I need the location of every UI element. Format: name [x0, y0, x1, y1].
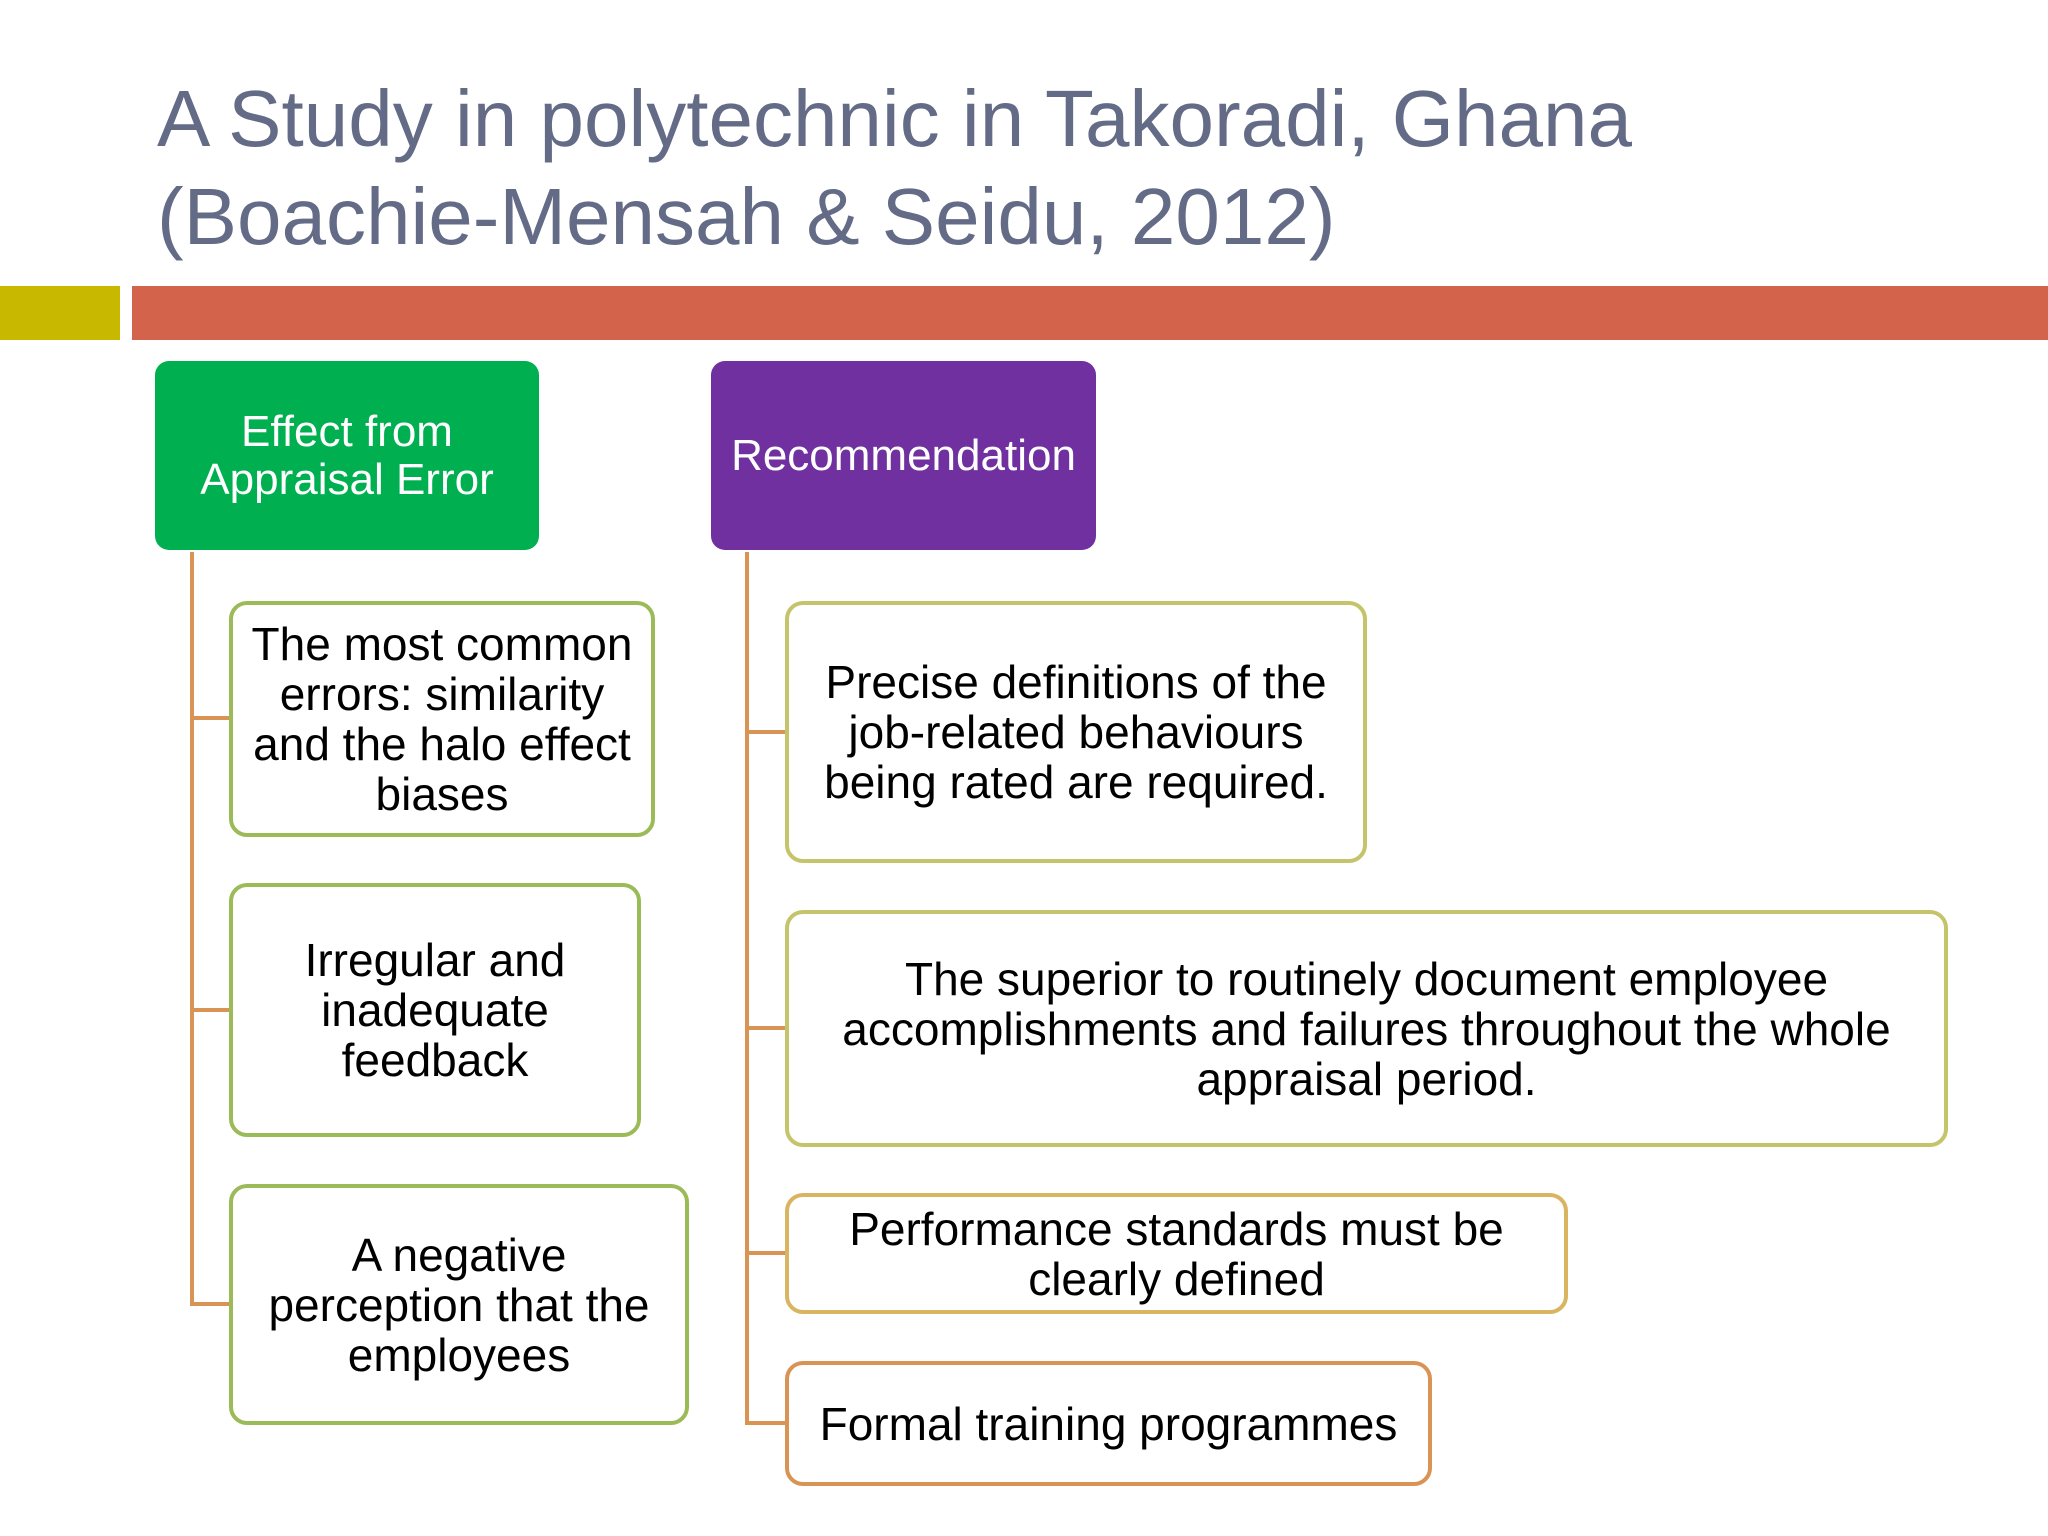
effect-item-1-box — [229, 601, 655, 837]
effect-item-1-text: The most common errors: similarity and the halo effect biases — [251, 618, 633, 820]
effect-header-label: Effect from Appraisal Error — [200, 406, 494, 504]
recommendation-connector-trunk — [745, 552, 749, 1425]
recommendation-item-2-box — [785, 910, 1948, 1147]
accent-bar-left — [0, 286, 120, 340]
recommendation-item-2-text: The superior to routinely document employee accomplishments and failures throughout the whole appraisal period. — [842, 952, 1891, 1105]
recommendation-header-box — [711, 361, 1096, 550]
recommendation-header-label: Recommendation — [731, 430, 1076, 480]
effect-connector-branch-1 — [190, 716, 230, 720]
effect-connector-branch-2 — [190, 1008, 230, 1012]
slide-title-line-1: A Study in polytechnic in Takoradi, Ghana — [157, 74, 1632, 163]
accent-bar-right — [132, 286, 2048, 340]
recommendation-connector-branch-4 — [745, 1421, 785, 1425]
recommendation-item-4-text: Formal training programmes — [819, 1397, 1398, 1450]
recommendation-item-3-box — [785, 1193, 1568, 1314]
recommendation-connector-branch-2 — [745, 1026, 785, 1030]
effect-header-box — [155, 361, 539, 550]
recommendation-connector-branch-3 — [745, 1251, 785, 1255]
effect-item-3-text: A negative perception that the employees — [268, 1228, 650, 1381]
effect-item-2-text: Irregular and inadequate feedback — [304, 934, 566, 1086]
effect-item-2-box — [229, 883, 641, 1137]
recommendation-item-3-text: Performance standards must be clearly defined — [849, 1202, 1504, 1305]
effect-connector-trunk — [190, 552, 194, 1306]
recommendation-item-4-box — [785, 1361, 1432, 1486]
recommendation-connector-branch-1 — [745, 730, 785, 734]
recommendation-item-1-box — [785, 601, 1367, 863]
effect-item-3-box — [229, 1184, 689, 1425]
slide-title-line-2: (Boachie-Mensah & Seidu, 2012) — [157, 172, 1336, 261]
effect-connector-branch-3 — [190, 1302, 230, 1306]
recommendation-item-1-text: Precise definitions of the job-related behaviours being rated are required. — [824, 656, 1328, 808]
slide-title — [157, 70, 1857, 266]
